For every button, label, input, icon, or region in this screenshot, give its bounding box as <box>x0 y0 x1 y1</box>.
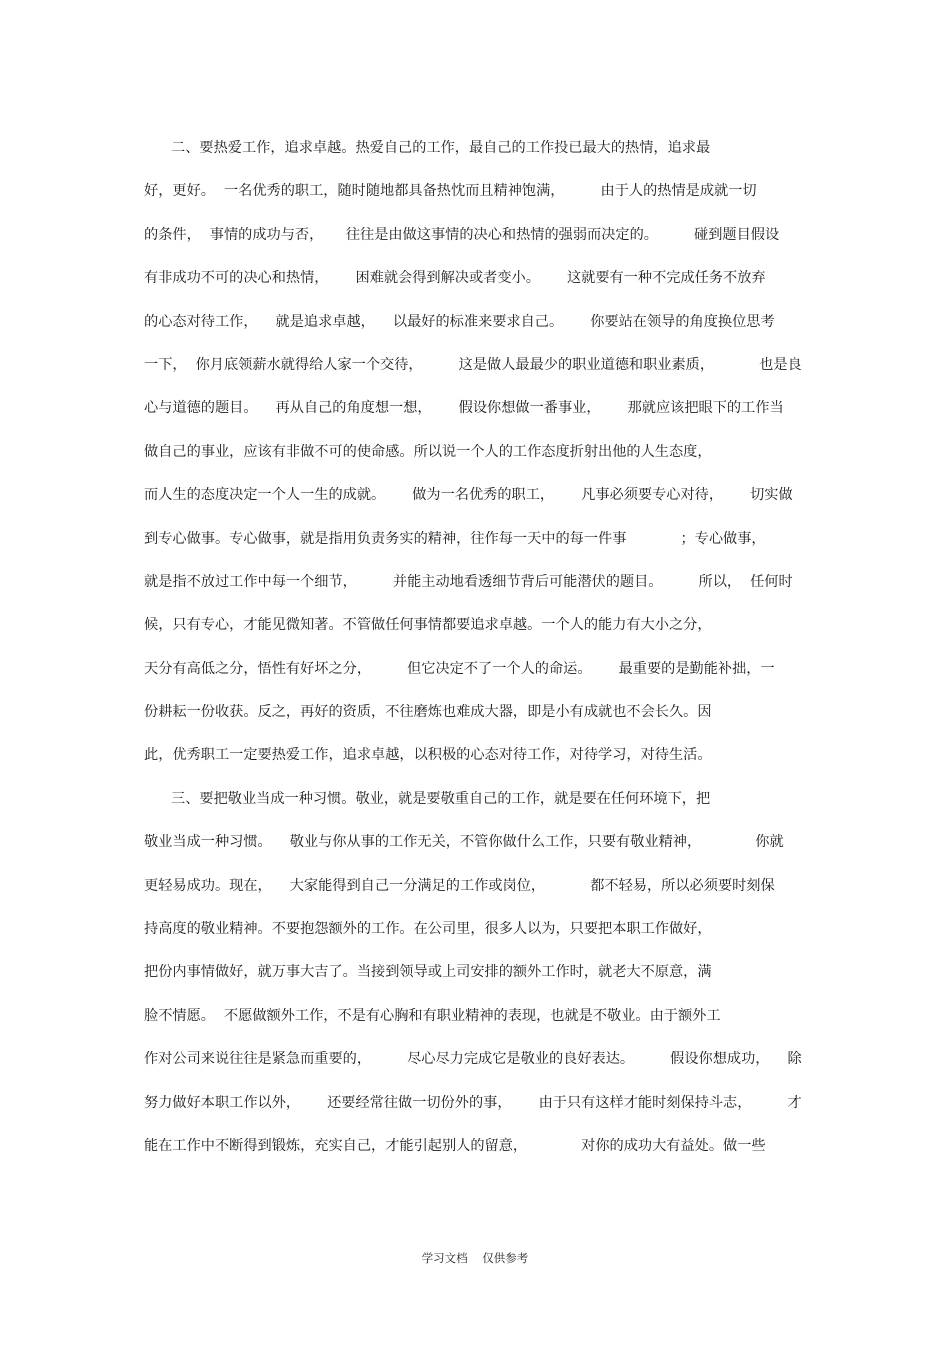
text-line: 好，更好。 一名优秀的职工，随时随地都具备热忱而且精神饱满， 由于人的热情是成就一切 <box>144 183 757 200</box>
text-line: 候，只有专心，才能见微知著。不管做任何事情都要追求卓越。一个人的能力有大小之分， <box>144 617 712 634</box>
text-line: 份耕耘一份收获。反之，再好的资质，不往磨炼也难成大器，即是小有成就也不会长久。因 <box>144 704 712 721</box>
text-line: 持高度的敬业精神。不要抱怨额外的工作。在公司里，很多人以为，只要把本职工作做好， <box>144 921 712 938</box>
text-line: 二、要热爱工作，追求卓越。热爱自己的工作，最自己的工作投已最大的热情，追求最 <box>144 140 711 156</box>
text-line: 作对公司来说往往是紧急而重要的， 尽心尽力完成它是敬业的良好表达。 假设你想成功， 除 <box>144 1051 802 1068</box>
text-line: 三、要把敬业当成一种习惯。敬业，就是要敬重自己的工作，就是要在任何环境下，把 <box>144 790 711 807</box>
text-line: 把份内事情做好，就万事大吉了。当接到领导或上司安排的额外工作时，就老大不原意，满 <box>144 964 712 981</box>
text-line: 心与道德的题目。 再从自己的角度想一想， 假设你想做一番事业， 那就应该把眼下的工作当 <box>144 400 784 417</box>
text-line: 的心态对待工作， 就是追求卓越， 以最好的标准来要求自己。 你要站在领导的角度换位思考 <box>144 313 775 330</box>
text-line: 一下， 你月底领薪水就得给人家一个交待， 这是做人最最少的职业道德和职业素质， 也是良 <box>144 356 802 373</box>
text-line: 努力做好本职工作以外， 还要经常往做一切份外的事， 由于只有这样才能时刻保持斗志， 才 <box>144 1094 802 1111</box>
text-line: 天分有高低之分，悟性有好坏之分， 但它决定不了一个人的命运。 最重要的是勤能补拙，一 <box>144 660 775 677</box>
text-line: 就是指不放过工作中每一个细节， 并能主动地看透细节背后可能潜伏的题目。 所以， 任何时 <box>144 573 793 590</box>
text-line: 此，优秀职工一定要热爱工作，追求卓越，以积极的心态对待工作，对待学习，对待生活。 <box>144 747 712 764</box>
text-line: 脸不情愿。 不愿做额外工作，不是有心胸和有职业精神的表现，也就是不敬业。由于额外工 <box>144 1007 721 1024</box>
text-line: 更轻易成功。现在， 大家能得到自己一分满足的工作或岗位， 都不轻易，所以必须要时刻保 <box>144 877 775 894</box>
page-footer: 学习文档 仅供参考 <box>421 1251 529 1265</box>
text-line: 到专心做事。专心做事，就是指用负责务实的精神，往作每一天中的每一件事 ；专心做事， <box>144 530 766 547</box>
text-line: 而人生的态度决定一个人一生的成就。 做为一名优秀的职工， 凡事必须要专心对待， 切实做 <box>144 487 793 504</box>
text-line: 能在工作中不断得到锻炼，充实自己，才能引起别人的留意， 对你的成功大有益处。做一些 <box>144 1137 766 1154</box>
text-line: 的条件， 事情的成功与否， 往往是由做这事情的决心和热情的强弱而决定的。 碰到题目假设 <box>144 226 780 243</box>
text-line: 敬业当成一种习惯。 敬业与你从事的工作无关，不管你做什么工作，只要有敬业精神， 你就 <box>144 834 784 851</box>
body-text <box>144 136 809 1177</box>
text-line: 做自己的事业，应该有非做不可的使命感。所以说一个人的工作态度折射出他的人生态度， <box>144 443 712 460</box>
text-line: 有非成功不可的决心和热情， 困难就会得到解决或者变小。 这就要有一种不完成任务不放弃 <box>144 270 766 287</box>
